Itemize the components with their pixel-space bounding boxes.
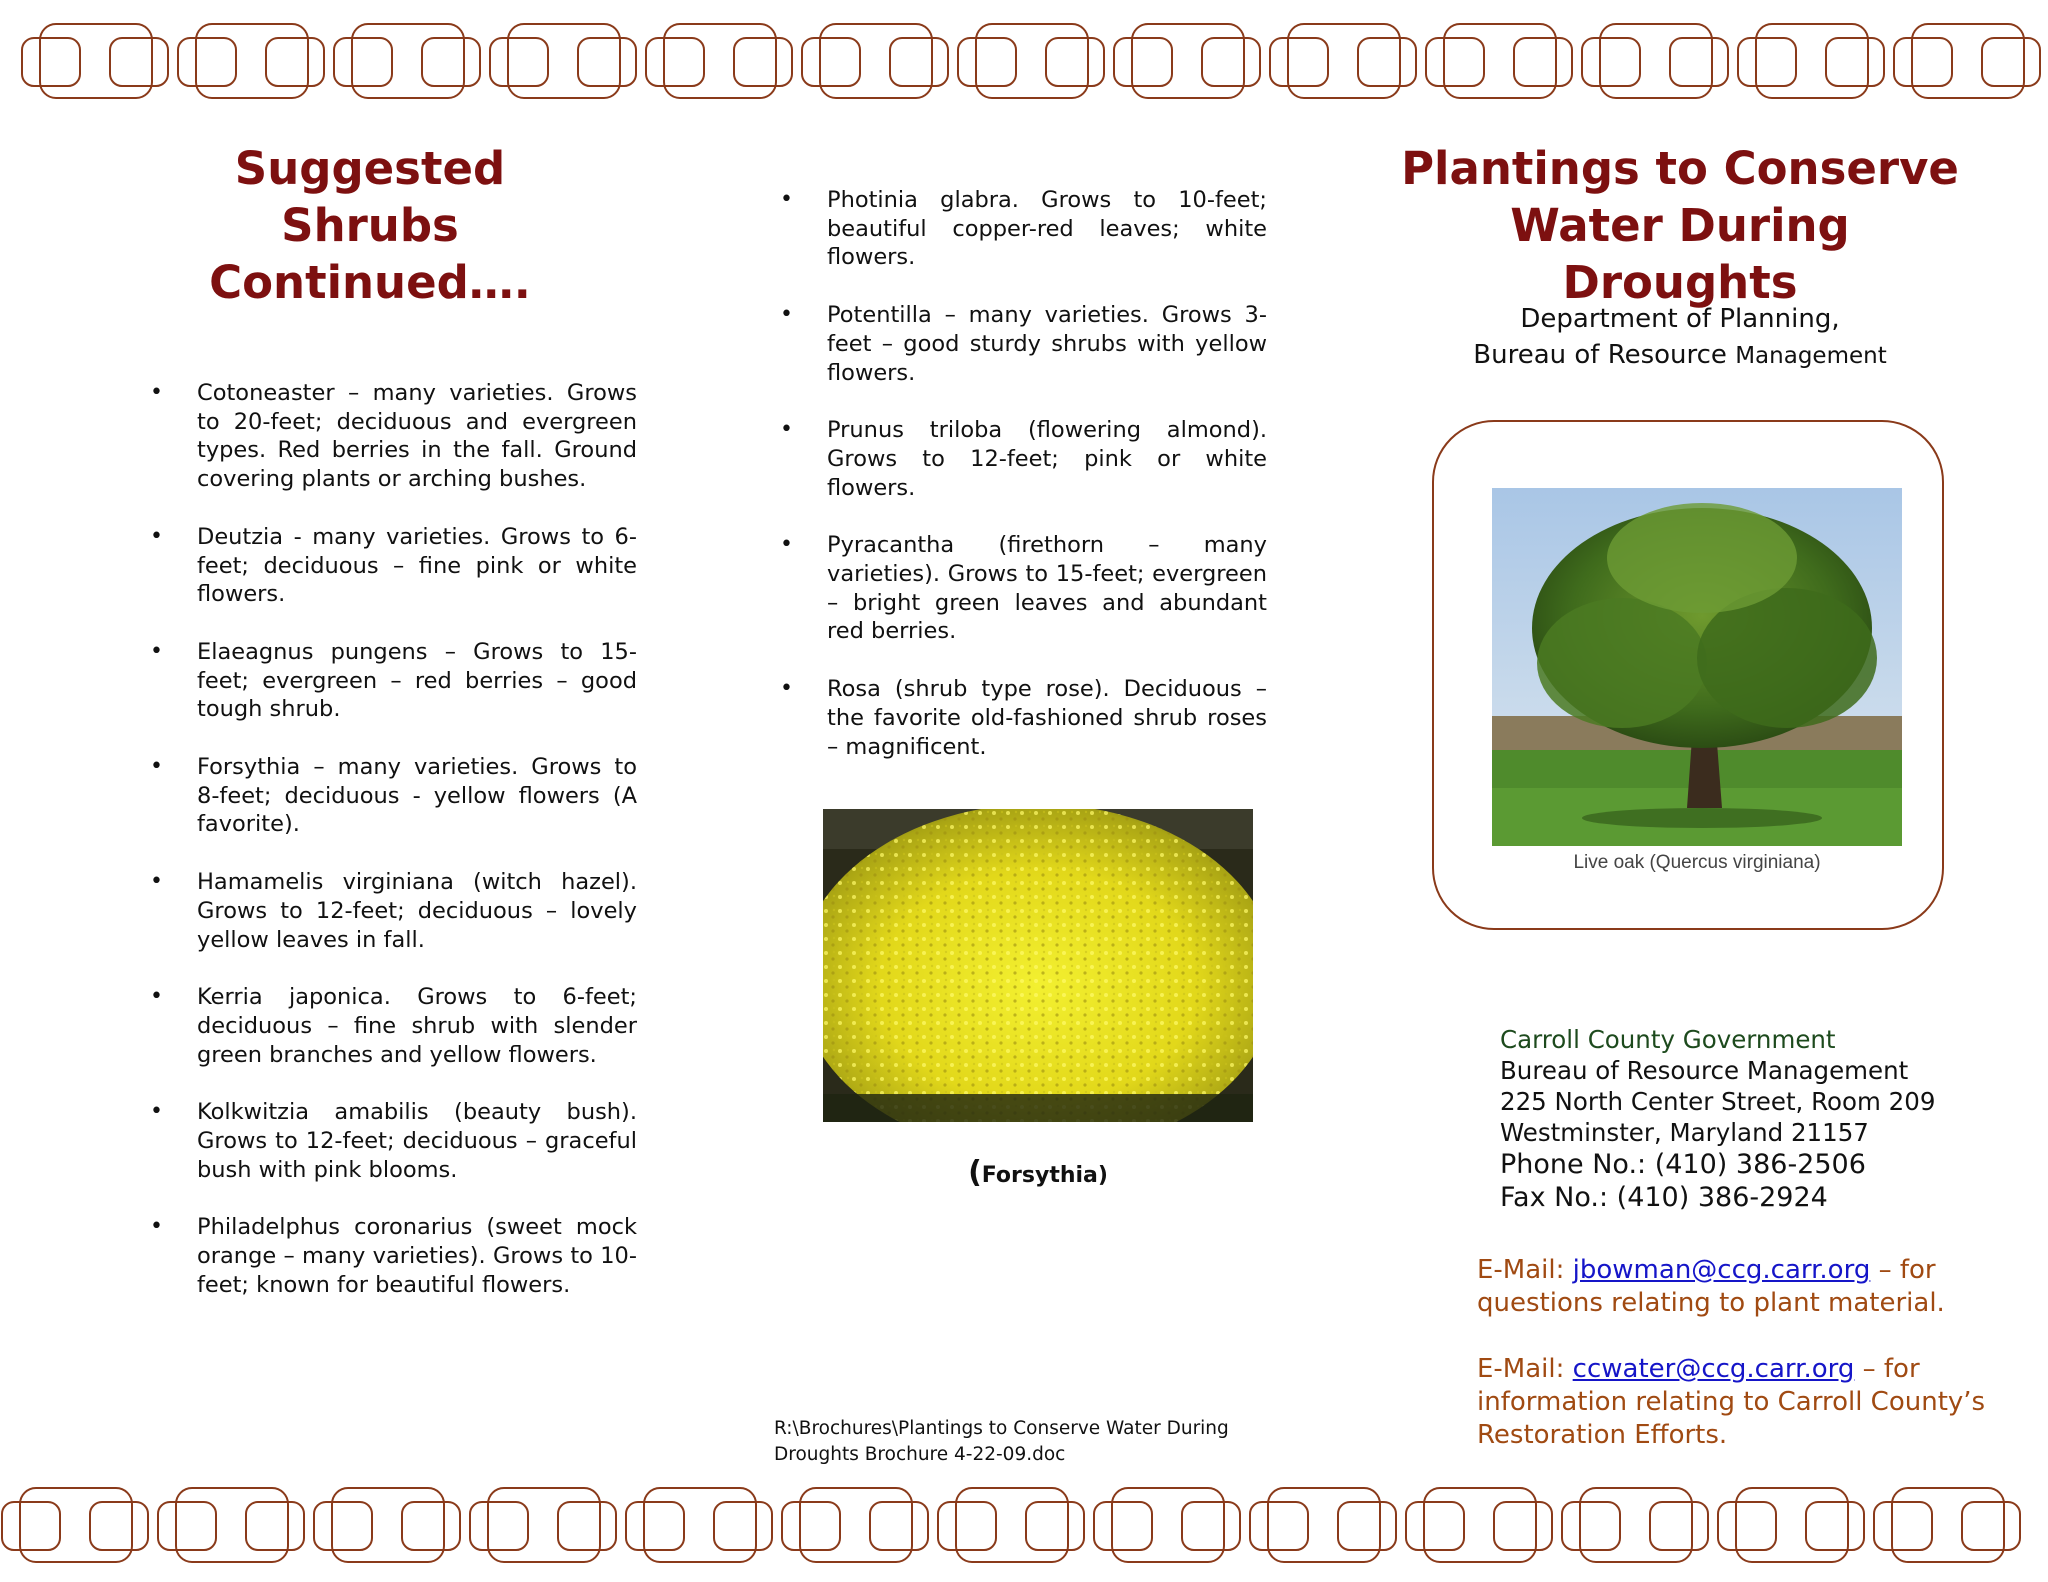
email-link-ccwater[interactable]: ccwater@ccg.carr.org: [1572, 1354, 1855, 1384]
chain-link-inner: [1738, 38, 1796, 86]
contact-block: [1500, 1024, 1970, 1214]
live-oak-photo: [1492, 488, 1902, 846]
chain-link-inner: [802, 38, 860, 86]
chain-link-inner: [22, 38, 80, 86]
list-item: • Philadelphus coronarius (sweet mock orange – many varieties). Grows to 10-feet; known for beautiful flowers.: [150, 1214, 637, 1298]
chain-link-inner: [870, 1502, 928, 1550]
list-item: • Forsythia – many varieties. Grows to 8-feet; deciduous - yellow flowers (A favorite).: [150, 754, 637, 838]
chain-link-inner: [1202, 38, 1260, 86]
list-item: • Kolkwitzia amabilis (beauty bush). Grows to 12-feet; deciduous – graceful bush with pink blooms.: [150, 1099, 637, 1183]
bullet-icon: •: [150, 380, 163, 405]
top-chain-border: [0, 18, 2048, 108]
chain-link-inner: [1962, 1502, 2020, 1550]
middle-panel: [770, 186, 1270, 790]
contact-phone: Phone No.: (410) 386-2506: [1500, 1149, 1866, 1180]
chain-link-inner: [938, 1502, 996, 1550]
chain-link-inner: [1718, 1502, 1776, 1550]
left-title-line1: Suggested Shrubs: [234, 142, 506, 252]
left-panel-title: [140, 140, 600, 311]
email-contacts: [1477, 1254, 1997, 1485]
list-item: • Potentilla – many varieties. Grows 3-feet – good sturdy shrubs with yellow flowers.: [780, 302, 1267, 386]
list-item: • Hamamelis virginiana (witch hazel). Grows to 12-feet; deciduous – lovely yellow leaves in fall.: [150, 869, 637, 953]
chain-link-inner: [1338, 1502, 1396, 1550]
file-path-footer: R:\Brochures\Plantings to Conserve Water During Droughts Brochure 4-22-09.doc: [774, 1418, 1229, 1465]
chain-link-inner: [110, 38, 168, 86]
bottom-chain-border: [0, 1482, 2048, 1572]
left-title-line2: Continued….: [209, 256, 531, 309]
chain-link-inner: [266, 38, 324, 86]
bullet-icon: •: [150, 1214, 163, 1240]
chain-link-inner: [1670, 38, 1728, 86]
chain-link-inner: [1094, 1502, 1152, 1550]
chain-link-inner: [1406, 1502, 1464, 1550]
chain-link-inner: [626, 1502, 684, 1550]
oak-photo-caption: Live oak (Quercus virginiana): [1573, 852, 1821, 873]
chain-link-inner: [2, 1502, 60, 1550]
chain-link-inner: [558, 1502, 616, 1550]
contact-org: Carroll County Government: [1500, 1025, 1836, 1054]
contact-street: 225 North Center Street, Room 209: [1500, 1087, 1936, 1116]
chain-link-inner: [1562, 1502, 1620, 1550]
department-name: Department of Planning, Bureau of Resource Management: [1473, 304, 1887, 370]
chain-link-inner: [422, 38, 480, 86]
chain-link-inner: [578, 38, 636, 86]
chain-link-inner: [314, 1502, 372, 1550]
left-shrub-list: [140, 379, 640, 1300]
bullet-icon: •: [150, 1099, 163, 1125]
chain-link-inner: [890, 38, 948, 86]
list-item: • Cotoneaster – many varieties. Grows to 20-feet; deciduous and evergreen types. Red berries in the fall. Ground covering plants or arching bushes.: [150, 380, 637, 493]
chain-link-inner: [958, 38, 1016, 86]
chain-link-inner: [1894, 38, 1952, 86]
list-item: • Pyracantha (firethorn – many varieties). Grows to 15-feet; evergreen – bright green leaves and abundant red berries.: [780, 532, 1267, 645]
chain-link-inner: [158, 1502, 216, 1550]
chain-link-inner: [1358, 38, 1416, 86]
forsythia-photo: [823, 809, 1253, 1122]
left-panel: [140, 140, 640, 1329]
bullet-icon: •: [150, 523, 163, 549]
chain-link-inner: [402, 1502, 460, 1550]
right-panel: [1400, 140, 1960, 311]
bullet-icon: •: [150, 869, 163, 895]
list-item: • Elaeagnus pungens – Grows to 15-feet; evergreen – red berries – good tough shrub.: [150, 638, 637, 723]
chain-link-inner: [1650, 1502, 1708, 1550]
chain-link-inner: [1270, 38, 1328, 86]
title-line1: Plantings to Conserve: [1401, 142, 1959, 195]
contact-bureau: Bureau of Resource Management: [1500, 1056, 1909, 1085]
bullet-icon: •: [150, 754, 163, 780]
chain-link-inner: [334, 38, 392, 86]
list-item: • Prunus triloba (flowering almond). Grows to 12-feet; pink or white flowers.: [780, 417, 1267, 501]
brochure-title: [1400, 140, 1960, 311]
middle-shrub-list: [770, 186, 1270, 761]
list-item: • Photinia glabra. Grows to 10-feet; beautiful copper-red leaves; white flowers.: [780, 187, 1267, 271]
chain-link-inner: [1250, 1502, 1308, 1550]
bullet-icon: •: [780, 532, 793, 558]
chain-link-inner: [90, 1502, 148, 1550]
chain-link-inner: [1494, 1502, 1552, 1550]
chain-link-inner: [1982, 38, 2040, 86]
chain-link-inner: [1582, 38, 1640, 86]
chain-link-inner: [1046, 38, 1104, 86]
chain-link-inner: [1026, 1502, 1084, 1550]
chain-link-inner: [1114, 38, 1172, 86]
chain-link-inner: [1806, 1502, 1864, 1550]
list-item: • Kerria japonica. Grows to 6-feet; deciduous – fine shrub with slender green branches and yellow flowers.: [150, 984, 637, 1068]
bullet-icon: •: [780, 302, 793, 328]
chain-link-inner: [1182, 1502, 1240, 1550]
contact-city: Westminster, Maryland 21157: [1500, 1118, 1869, 1147]
bullet-icon: •: [780, 417, 793, 443]
email-restoration: E-Mail: ccwater@ccg.carr.org – for information relating to Carroll County’s Restoration Efforts.: [1477, 1354, 1986, 1450]
bullet-icon: •: [150, 984, 163, 1010]
forsythia-caption: (Forsythia): [968, 1155, 1108, 1190]
chain-link-inner: [1514, 38, 1572, 86]
chain-link-inner: [246, 1502, 304, 1550]
chain-link-inner: [470, 1502, 528, 1550]
chain-link-inner: [734, 38, 792, 86]
contact-fax: Fax No.: (410) 386-2924: [1500, 1182, 1828, 1213]
chain-link-inner: [782, 1502, 840, 1550]
chain-link-inner: [714, 1502, 772, 1550]
list-item: • Rosa (shrub type rose). Deciduous – the favorite old-fashioned shrub roses – magnificent.: [780, 676, 1267, 760]
bullet-icon: •: [780, 676, 793, 702]
title-line2: Water During Droughts: [1510, 199, 1850, 309]
chain-link-inner: [646, 38, 704, 86]
chain-link-inner: [178, 38, 236, 86]
chain-link-inner: [490, 38, 548, 86]
chain-link-inner: [1826, 38, 1884, 86]
chain-link-inner: [1874, 1502, 1932, 1550]
email-plant-material: E-Mail: jbowman@ccg.carr.org – for questions relating to plant material.: [1477, 1255, 1945, 1318]
email-link-jbowman[interactable]: jbowman@ccg.carr.org: [1572, 1255, 1871, 1285]
bullet-icon: •: [780, 187, 793, 212]
chain-link-inner: [1426, 38, 1484, 86]
bullet-icon: •: [150, 638, 163, 664]
list-item: • Deutzia - many varieties. Grows to 6-feet; deciduous – fine pink or white flowers.: [150, 523, 637, 608]
